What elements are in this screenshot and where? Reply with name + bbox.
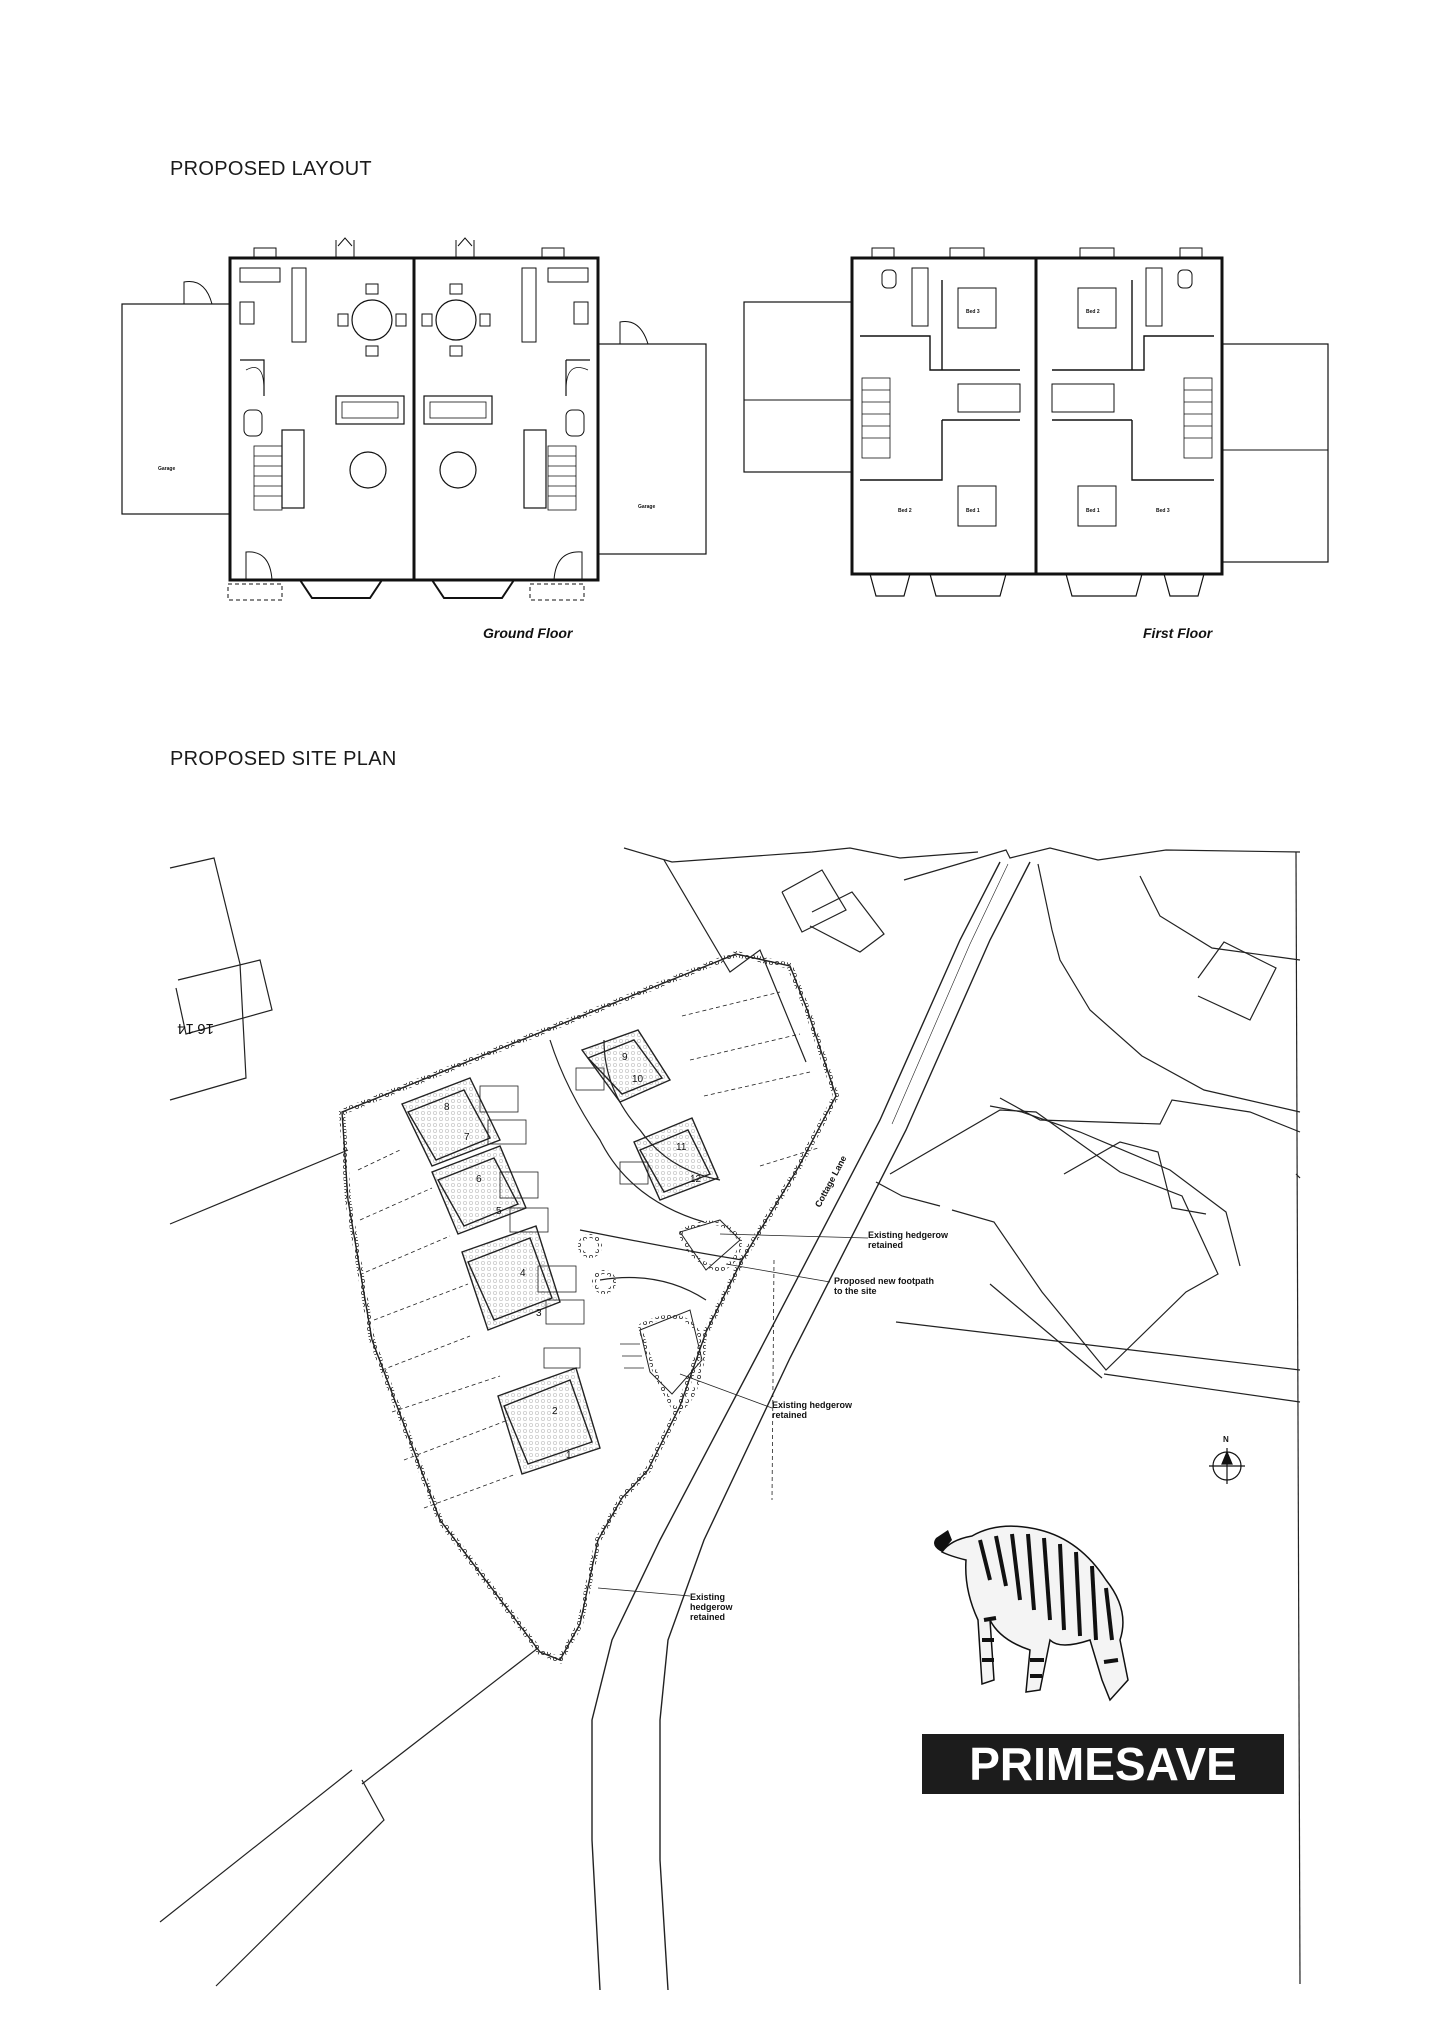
annotation-hedgerow-1: Existing hedgerow retained <box>868 1230 949 1250</box>
room-label-bed-1-right: Bed 1 <box>1086 508 1100 514</box>
plot-number-3: 3 <box>536 1308 542 1319</box>
annotation-hedgerow-3: Existing hedgerow retained <box>690 1592 733 1622</box>
north-arrow-icon <box>1209 1435 1245 1484</box>
ground-floor-label: Ground Floor <box>483 625 573 641</box>
road-label: Cottage Lane <box>812 1153 849 1209</box>
room-label-bed-2-left: Bed 2 <box>898 508 912 514</box>
plot-number-5: 5 <box>496 1206 502 1217</box>
garage-right <box>598 321 706 554</box>
first-floor-plan <box>744 248 1328 641</box>
plot-number-11: 11 <box>676 1142 687 1153</box>
house-number-16: 16 <box>197 1020 214 1037</box>
plot-number-12: 12 <box>690 1174 702 1185</box>
garage-left <box>122 281 230 514</box>
plot-number-8: 8 <box>444 1102 450 1113</box>
proposed-layout-heading: PROPOSED LAYOUT <box>170 158 372 180</box>
ground-floor-plan <box>122 238 706 641</box>
plot-number-1: 1 <box>566 1450 572 1461</box>
room-label-bed-3: Bed 3 <box>966 309 980 315</box>
zebra-icon <box>934 1526 1128 1700</box>
house-blocks <box>402 1030 718 1474</box>
site-plan-text <box>177 1020 978 1626</box>
first-floor-label: First Floor <box>1143 625 1213 641</box>
plot-number-7: 7 <box>464 1132 470 1143</box>
plot-number-10: 10 <box>632 1074 644 1085</box>
room-label-bed-1-left: Bed 1 <box>966 508 980 514</box>
site-context-lines <box>160 848 1300 1986</box>
plot-number-2: 2 <box>552 1406 558 1417</box>
north-label: N <box>1223 1435 1229 1444</box>
plot-number-9: 9 <box>622 1052 628 1063</box>
site-plan <box>160 848 1300 1990</box>
plot-number-6: 6 <box>476 1174 482 1185</box>
garage-label-right: Garage <box>638 504 656 510</box>
garage-label-left: Garage <box>158 466 176 472</box>
logo-text: PRIMESAVE <box>969 1738 1237 1790</box>
proposed-site-plan-heading: PROPOSED SITE PLAN <box>170 748 397 770</box>
annotation-footpath: Proposed new footpath to the site <box>834 1276 934 1296</box>
room-label-bed-3-right: Bed 3 <box>1156 508 1170 514</box>
room-label-bed-2: Bed 2 <box>1086 309 1100 315</box>
house-number-14: 14 <box>177 1020 194 1037</box>
plot-number-4: 4 <box>520 1268 526 1279</box>
annotation-hedgerow-2: Existing hedgerow retained <box>772 1400 853 1420</box>
